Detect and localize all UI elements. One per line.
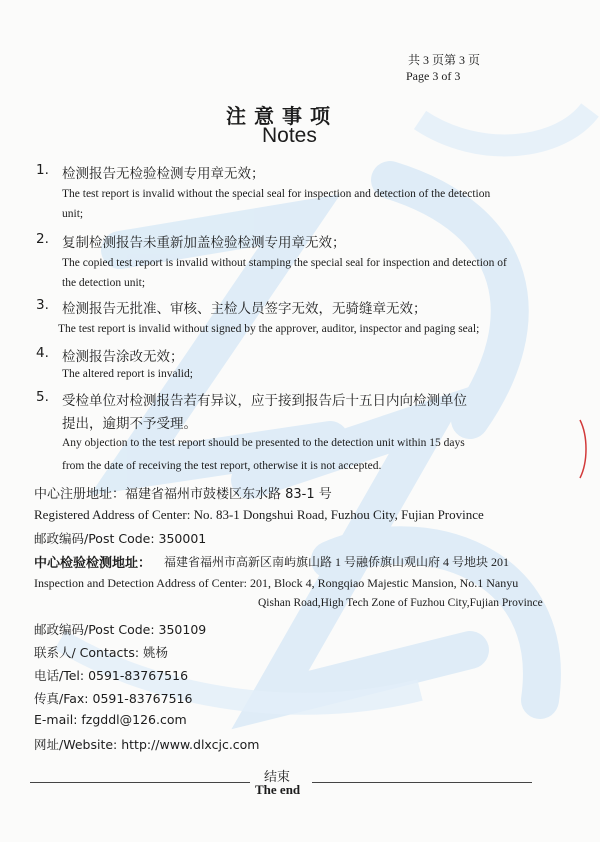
note-2-number: 2.: [36, 231, 49, 247]
note-5-number: 5.: [36, 389, 49, 405]
page-number-cn: 共 3 页第 3 页: [408, 53, 481, 67]
end-rule-right: [312, 782, 532, 783]
end-label-cn: 结束: [264, 770, 291, 785]
note-2-cn: 复制检测报告未重新加盖检验检测专用章无效；: [62, 235, 346, 251]
note-1-en-line2: unit;: [62, 208, 84, 220]
end-label-en: The end: [255, 782, 301, 797]
note-4-number: 4.: [36, 345, 49, 361]
inspection-address-label-cn: 中心检验检测地址：: [34, 556, 152, 571]
note-4-en-line1: The altered report is invalid;: [62, 368, 193, 380]
post-code-2: 邮政编码/Post Code: 350109: [34, 622, 207, 637]
title-cn: 注意事项: [226, 104, 338, 128]
telephone: 电话/Tel: 0591-83767516: [34, 668, 189, 683]
registered-address-cn: 中心注册地址：福建省福州市鼓楼区东水路 83-1 号: [34, 487, 332, 502]
note-3-number: 3.: [36, 297, 49, 313]
note-5-en-line2: from the date of receiving the test report, otherwise it is not accepted.: [62, 460, 382, 472]
page-number-en: Page 3 of 3: [406, 69, 461, 83]
fax: 传真/Fax: 0591-83767516: [34, 691, 193, 706]
contacts: 联系人/ Contacts: 姚杨: [34, 645, 169, 660]
post-code-1: 邮政编码/Post Code: 350001: [34, 531, 207, 546]
website: 网址/Website: http://www.dlxcjc.com: [34, 737, 260, 752]
registered-address-en: Registered Address of Center: No. 83-1 Dongshui Road, Fuzhou City, Fujian Province: [34, 507, 484, 522]
note-1-cn: 检测报告无检验检测专用章无效；: [62, 166, 265, 182]
note-3-en-line1: The test report is invalid without signed by the approver, auditor, inspector and paging seal;: [58, 323, 480, 335]
end-rule-left: [30, 782, 250, 783]
note-2-en-line2: the detection unit;: [62, 277, 146, 289]
inspection-address-en-line1: Inspection and Detection Address of Center: 201, Block 4, Rongqiao Majestic Mansion, No.1 Nanyu: [34, 576, 519, 590]
note-1-number: 1.: [36, 162, 49, 178]
note-5-en-line1: Any objection to the test report should be presented to the detection unit within 15 days: [62, 437, 465, 449]
note-2-en-line1: The copied test report is invalid without stamping the special seal for inspection and detection of: [62, 257, 507, 269]
email: E-mail: fzgddl@126.com: [34, 712, 187, 727]
inspection-address-value-cn: 福建省福州市高新区南屿旗山路 1 号融侨旗山观山府 4 号地块 201: [164, 555, 510, 569]
note-1-en-line1: The test report is invalid without the special seal for inspection and detection of the detection: [62, 188, 491, 200]
inspection-address-en-line2: Qishan Road,High Tech Zone of Fuzhou City,Fujian Province: [258, 597, 543, 609]
title-en: Notes: [262, 124, 317, 147]
paging-seal-mark: [578, 418, 590, 480]
note-5-cn-line2: 提出，逾期不予受理。: [62, 416, 197, 432]
note-3-cn: 检测报告无批准、审核、主检人员签字无效，无骑缝章无效；: [62, 301, 427, 317]
note-4-cn: 检测报告涂改无效；: [62, 349, 184, 365]
note-5-cn-line1: 受检单位对检测报告若有异议，应于接到报告后十五日内向检测单位: [62, 393, 467, 409]
